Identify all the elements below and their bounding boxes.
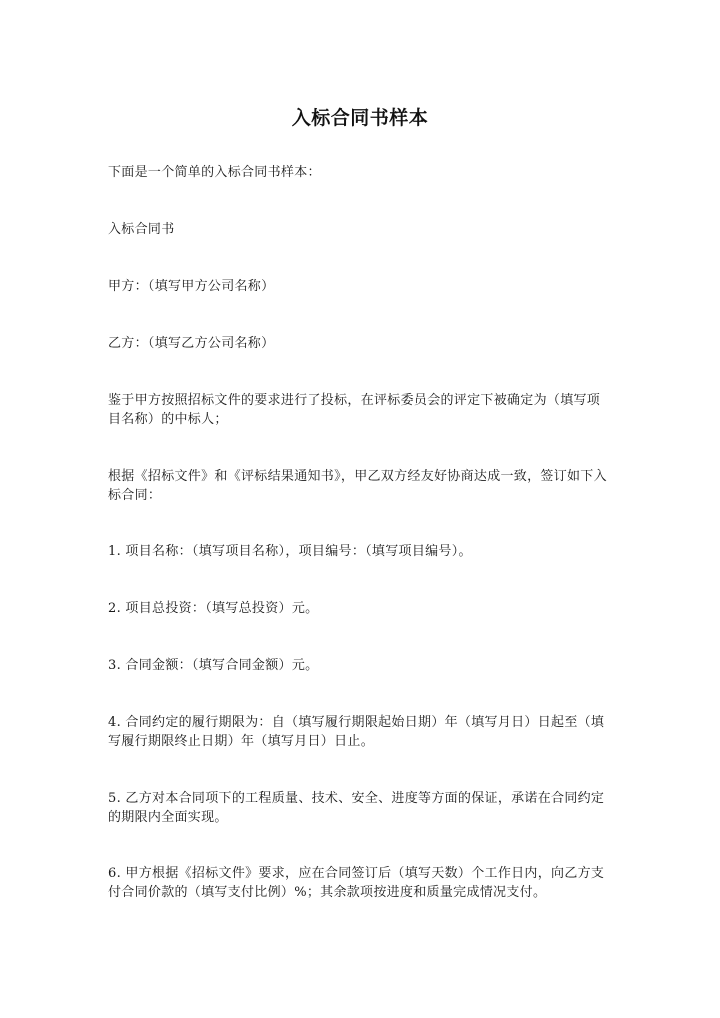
clause-1: 1. 项目名称：（填写项目名称），项目编号：（填写项目编号）。: [108, 544, 472, 559]
clause-3: 3. 合同金额：（填写合同金额）元。: [108, 658, 319, 673]
document-title: 入标合同书样本: [291, 107, 429, 129]
party-a-line: 甲方：（填写甲方公司名称）: [108, 279, 275, 294]
intro-text: 下面是一个简单的入标合同书样本：: [108, 165, 321, 180]
recital-paragraph: 鉴于甲方按照招标文件的要求进行了投标，在评标委员会的评定下被确定为（填写项目名称）的中标人；: [108, 393, 601, 427]
contract-heading: 入标合同书: [108, 222, 175, 237]
clause-4: 4. 合同约定的履行期限为：自（填写履行期限起始日期）年（填写月日）日起至（填写履行期限终止日期）年（填写月日）日止。: [108, 715, 605, 749]
clause-2: 2. 项目总投资：（填写总投资）元。: [108, 601, 319, 616]
party-b-line: 乙方：（填写乙方公司名称）: [108, 336, 275, 351]
clause-6: 6. 甲方根据《招标文件》要求，应在合同签订后（填写天数）个工作日内，向乙方支付合同价款的（填写支付比例）%；其余款项按进度和质量完成情况支付。: [108, 866, 605, 900]
clause-5: 5. 乙方对本合同项下的工程质量、技术、安全、进度等方面的保证，承诺在合同约定的期限内全面实现。: [108, 791, 605, 825]
agreement-paragraph: 根据《招标文件》和《评标结果通知书》，甲乙双方经友好协商达成一致，签订如下入标合同：: [108, 469, 607, 503]
